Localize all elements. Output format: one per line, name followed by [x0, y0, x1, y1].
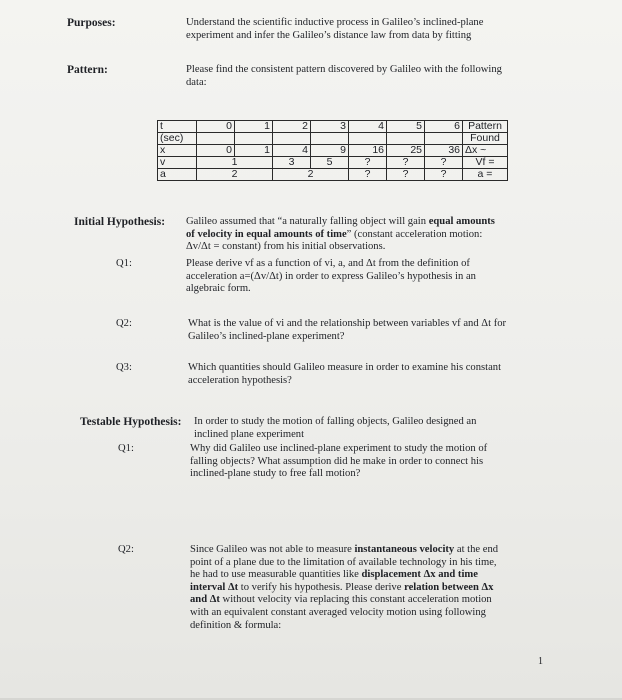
- table-cell: 5: [311, 157, 349, 169]
- q2-text: [188, 318, 506, 343]
- text-line: Δv/Δt = constant) from his initial observations.: [186, 241, 386, 253]
- q3-label: Q3:: [116, 362, 132, 373]
- table-cell: 4: [349, 121, 387, 133]
- t-label: t: [158, 121, 197, 133]
- text-line: falling objects? What assumption did he make in order to connect his: [190, 455, 484, 467]
- x-label: x: [158, 145, 197, 157]
- text-line: definition & formula:: [190, 619, 282, 631]
- q3-text: [188, 362, 501, 387]
- table-cell: ?: [387, 157, 425, 169]
- table-cell: [387, 133, 425, 145]
- a-label: a: [158, 169, 197, 181]
- text-line: with an equivalent constant averaged velocity motion using following: [190, 606, 486, 618]
- bold-run: relation between Δx: [404, 581, 494, 593]
- testable-q1-text: [190, 443, 487, 481]
- table-cell: ?: [349, 157, 387, 169]
- purposes-line: experiment and infer the Galileo’s distance law from data by fitting: [186, 29, 472, 41]
- table-cell: 2: [273, 121, 311, 133]
- pattern-line: data:: [186, 76, 207, 88]
- testable-hypothesis-text: [194, 416, 476, 441]
- galileo-data-table: [157, 120, 508, 181]
- bold-run: instantaneous velocity: [354, 544, 455, 555]
- initial-hypothesis-label: Initial Hypothesis:: [74, 216, 166, 228]
- table-cell: [311, 133, 349, 145]
- bold-run: interval Δt: [190, 581, 239, 593]
- table-row-x: [158, 145, 508, 157]
- text-line: Galileo’s inclined-plane experiment?: [188, 330, 345, 342]
- table-cell: 16: [349, 145, 387, 157]
- text-run: without velocity via replacing this constant acceleration motion: [219, 594, 492, 606]
- t-unit: (sec): [158, 133, 197, 145]
- pattern-text: [186, 64, 502, 89]
- q2-label: Q2:: [116, 318, 132, 329]
- text-run: at the end: [454, 544, 499, 555]
- table-cell: [197, 133, 235, 145]
- table-cell: ?: [349, 169, 387, 181]
- table-cell: 4: [273, 145, 311, 157]
- v-label: v: [158, 157, 197, 169]
- text-line: [190, 582, 498, 595]
- text-run: ” (constant acceleration motion:: [346, 228, 483, 240]
- table-cell: 1: [235, 145, 273, 157]
- text-line: inclined plane experiment: [194, 428, 305, 440]
- bold-run: displacement Δx and time: [361, 569, 478, 581]
- table-cell: 0: [197, 121, 235, 133]
- text-line: What is the value of vi and the relationship between variables vf and Δt for: [188, 318, 507, 329]
- table-row-t: [158, 121, 508, 133]
- purposes-line: Understand the scientific inductive process in Galileo’s inclined-plane: [186, 17, 484, 28]
- table-cell: 2: [273, 169, 349, 181]
- bold-run: and Δt: [190, 594, 220, 606]
- text-line: Please derive vf as a function of vi, a, and Δt from the definition of: [186, 258, 470, 269]
- table-cell: 3: [273, 157, 311, 169]
- bold-run: equal amounts: [428, 216, 495, 227]
- text-run: Galileo assumed that “a naturally falling object will gain: [186, 216, 429, 227]
- pattern-v: Vf =: [463, 157, 508, 169]
- q1-text: [186, 258, 476, 296]
- text-run: he had to use measurable quantities like: [190, 569, 362, 581]
- text-line: algebraic form.: [186, 283, 251, 295]
- text-line: In order to study the motion of falling objects, Galileo designed an: [194, 416, 477, 427]
- page-number: 1: [538, 656, 543, 667]
- table-cell: [235, 133, 273, 145]
- text-line: acceleration a=(Δv/Δt) in order to express Galileo’s hypothesis in an: [186, 270, 476, 282]
- pattern-x: Δx ~: [463, 145, 508, 157]
- text-line: inclined-plane study to free fall motion?: [190, 468, 361, 480]
- testable-q1-label: Q1:: [118, 443, 134, 454]
- pattern-header: Pattern: [463, 121, 508, 133]
- text-line: acceleration hypothesis?: [188, 374, 292, 386]
- purposes-label: Purposes:: [67, 17, 116, 29]
- purposes-text: [186, 17, 483, 42]
- table-cell: ?: [425, 169, 463, 181]
- table-cell: ?: [387, 169, 425, 181]
- text-line: [186, 216, 495, 229]
- table-cell: 9: [311, 145, 349, 157]
- table-cell: 25: [387, 145, 425, 157]
- testable-q2-text: [190, 544, 498, 632]
- table-row-v: [158, 157, 508, 169]
- text-line: point of a plane due to the limitation of available technology in his time,: [190, 556, 497, 568]
- text-line: Which quantities should Galileo measure in order to examine his constant: [188, 362, 502, 373]
- text-line: [186, 229, 495, 242]
- table-cell: 1: [235, 121, 273, 133]
- table-cell: 1: [197, 157, 273, 169]
- text-run: to verify his hypothesis. Please derive: [238, 581, 405, 593]
- text-line: Why did Galileo use inclined-plane experiment to study the motion of: [190, 443, 488, 454]
- table-cell: 3: [311, 121, 349, 133]
- table-cell: [349, 133, 387, 145]
- table-cell: 36: [425, 145, 463, 157]
- table-cell: 6: [425, 121, 463, 133]
- table-cell: 2: [197, 169, 273, 181]
- table-row-a: [158, 169, 508, 181]
- pattern-a: a =: [463, 169, 508, 181]
- initial-hypothesis-text: [186, 216, 495, 254]
- table-cell: [425, 133, 463, 145]
- text-run: Since Galileo was not able to measure: [190, 544, 355, 555]
- text-line: [190, 569, 498, 582]
- table-cell: 0: [197, 145, 235, 157]
- bold-run: of velocity in equal amounts of time: [186, 228, 347, 240]
- testable-q2-label: Q2:: [118, 544, 134, 555]
- pattern-label: Pattern:: [67, 64, 108, 76]
- text-line: [190, 544, 498, 557]
- testable-hypothesis-label: Testable Hypothesis:: [80, 416, 182, 428]
- text-line: [190, 594, 498, 607]
- table-cell: 5: [387, 121, 425, 133]
- q1-label: Q1:: [116, 258, 132, 269]
- pattern-header: Found: [463, 133, 508, 145]
- table-row-t-unit: [158, 133, 508, 145]
- pattern-line: Please find the consistent pattern discovered by Galileo with the following: [186, 64, 502, 75]
- table-cell: [273, 133, 311, 145]
- table-cell: ?: [425, 157, 463, 169]
